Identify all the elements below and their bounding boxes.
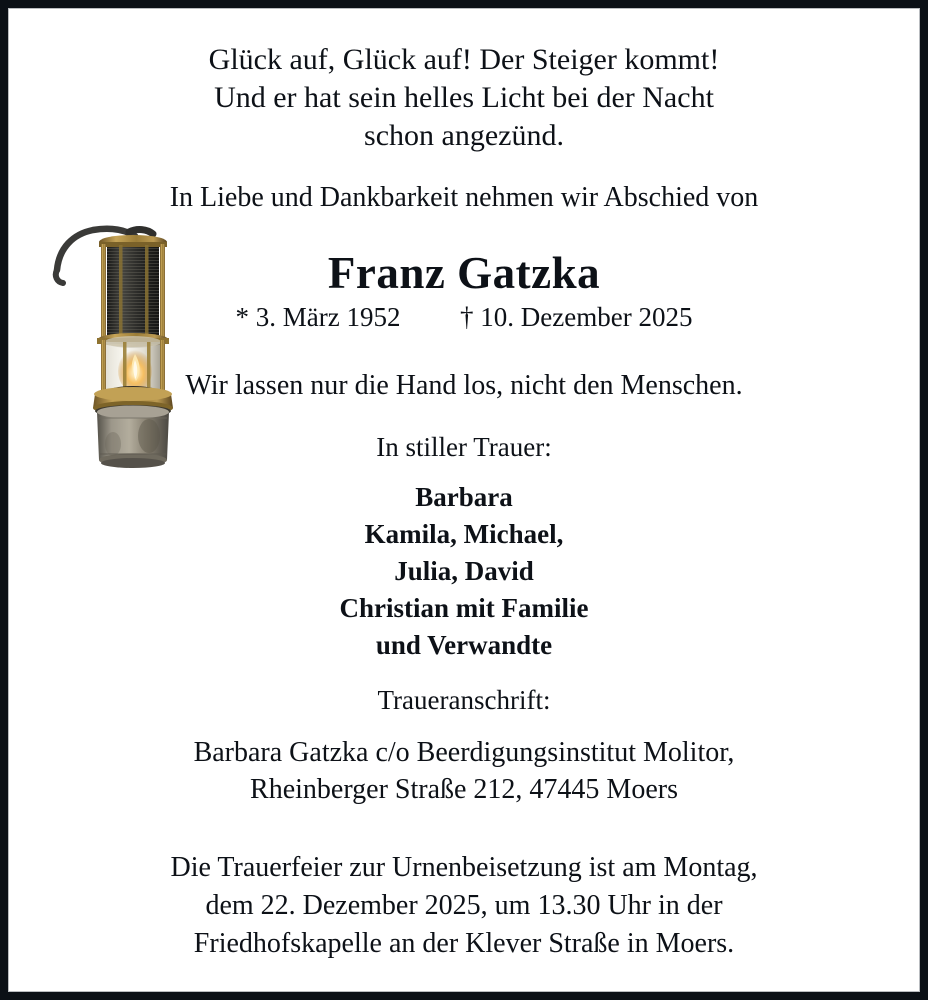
address-line-2: Rheinberger Straße 212, 47445 Moers — [250, 774, 678, 805]
service-line-2: dem 22. Dezember 2025, um 13.30 Uhr in der — [205, 890, 723, 921]
mourner-line: Barbara — [415, 482, 513, 512]
birth-date: 3. März 1952 — [255, 302, 401, 332]
verse-line-2: Und er hat sein helles Licht bei der Nacht — [214, 81, 714, 114]
address-heading — [9, 684, 919, 717]
verse-line-1: Glück auf, Glück auf! Der Steiger kommt! — [208, 43, 720, 76]
motto-line: Wir lassen nur die Hand los, nicht den Menschen. — [185, 370, 743, 401]
mourner-line: und Verwandte — [375, 630, 553, 660]
address-line-1: Barbara Gatzka c/o Beerdigungsinstitut Molitor, — [193, 737, 735, 768]
deceased-name — [9, 247, 919, 299]
death-symbol: † — [460, 302, 474, 332]
service-details — [9, 849, 919, 963]
mourning-heading — [9, 431, 919, 464]
verse-block — [9, 41, 919, 155]
address-heading-text: Traueranschrift: — [377, 685, 551, 715]
mourner-line: Julia, David — [394, 556, 534, 586]
mourner-line: Kamila, Michael, — [364, 519, 564, 549]
mourning-heading-text: In stiller Trauer: — [376, 432, 552, 462]
mourner-line: Christian mit Familie — [339, 593, 589, 623]
notice-inner-frame — [8, 8, 920, 992]
motto-text — [9, 369, 919, 403]
intro-line: In Liebe und Dankbarkeit nehmen wir Abschied von — [169, 182, 759, 213]
service-line-3: Friedhofskapelle an der Klever Straße in Moers. — [193, 928, 735, 959]
verse-line-3: schon angezünd. — [364, 119, 564, 152]
birth-symbol: * — [235, 302, 250, 332]
address-block — [9, 734, 919, 808]
service-line-1: Die Trauerfeier zur Urnenbeisetzung ist am Montag, — [170, 852, 758, 883]
deceased-name-text: Franz Gatzka — [327, 248, 601, 298]
mourners-list — [9, 479, 919, 664]
life-dates — [9, 301, 919, 334]
intro-text — [9, 181, 919, 215]
death-date: 10. Dezember 2025 — [480, 302, 693, 332]
